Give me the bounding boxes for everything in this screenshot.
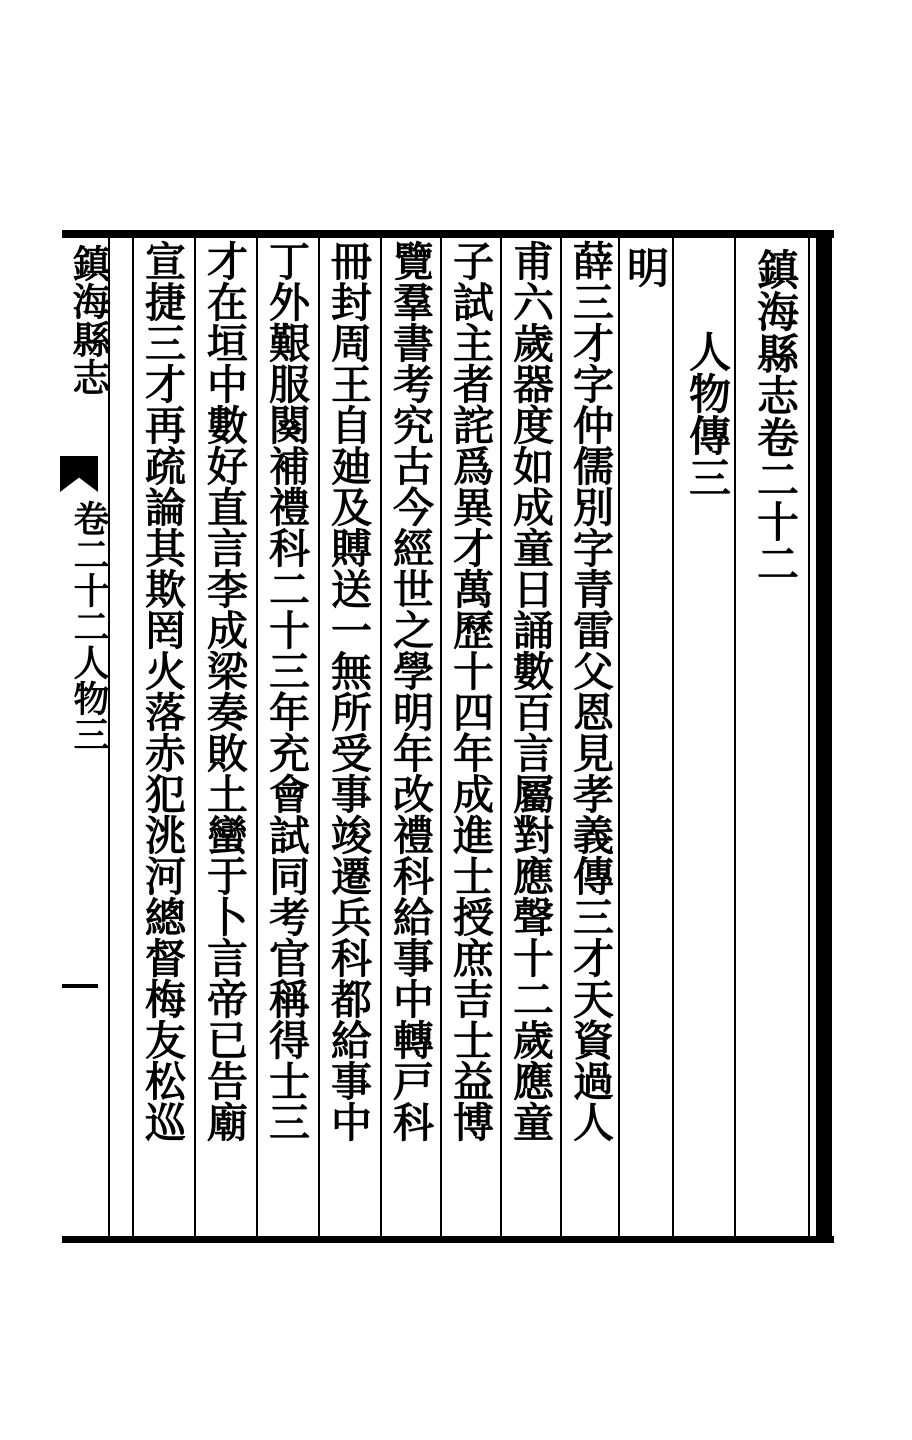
column-rule <box>672 238 674 1236</box>
column-rule <box>500 238 502 1236</box>
text-line-5: 冊封周王自廸及賻送一無所受事竣遷兵科都給事中 <box>324 240 372 1142</box>
margin-chapter: 卷二十二人物三 <box>68 500 110 752</box>
column-rule <box>380 238 382 1236</box>
text-line-1: 薛三才字仲儒別字青雷父恩見孝義傳三才天資過人 <box>566 240 614 1142</box>
dynasty-label: 明 <box>621 246 670 288</box>
frame-right-border <box>816 230 832 1243</box>
section-title: 人物傳三 <box>683 330 732 498</box>
fish-tail-mark <box>60 456 98 492</box>
column-rule <box>132 238 134 1236</box>
margin-book-title: 鎮海縣志 <box>66 244 111 396</box>
text-line-2: 甫六歲器度如成童日誦數百言屬對應聲十二歲應童 <box>506 240 554 1142</box>
frame-right-inner-rule <box>808 238 810 1236</box>
page-number-stroke <box>62 984 98 988</box>
column-rule <box>318 238 320 1236</box>
column-rule <box>560 238 562 1236</box>
column-rule <box>618 238 620 1236</box>
text-line-6: 丁外艱服闋補禮科二十三年充會試同考官稱得士三 <box>262 240 310 1142</box>
frame-bottom-rule <box>62 1236 834 1243</box>
frame-top-rule <box>62 230 834 238</box>
volume-title: 鎮海縣志卷二十二 <box>751 248 800 584</box>
text-line-4: 覽羣書考究古今經世之學明年改禮科給事中轉戸科 <box>386 240 434 1142</box>
column-rule <box>194 238 196 1236</box>
column-rule <box>734 238 736 1236</box>
text-line-3: 子試主者詫爲異才萬歷十四年成進士授庶吉士益博 <box>446 240 494 1142</box>
text-line-7: 才在垣中數好直言李成梁奏敗土蠻于卜言帝已告廟 <box>200 240 248 1142</box>
column-rule <box>256 238 258 1236</box>
column-rule <box>440 238 442 1236</box>
text-line-8: 宣捷三才再疏論其欺罔火落赤犯洮河總督梅友松巡 <box>138 240 186 1142</box>
